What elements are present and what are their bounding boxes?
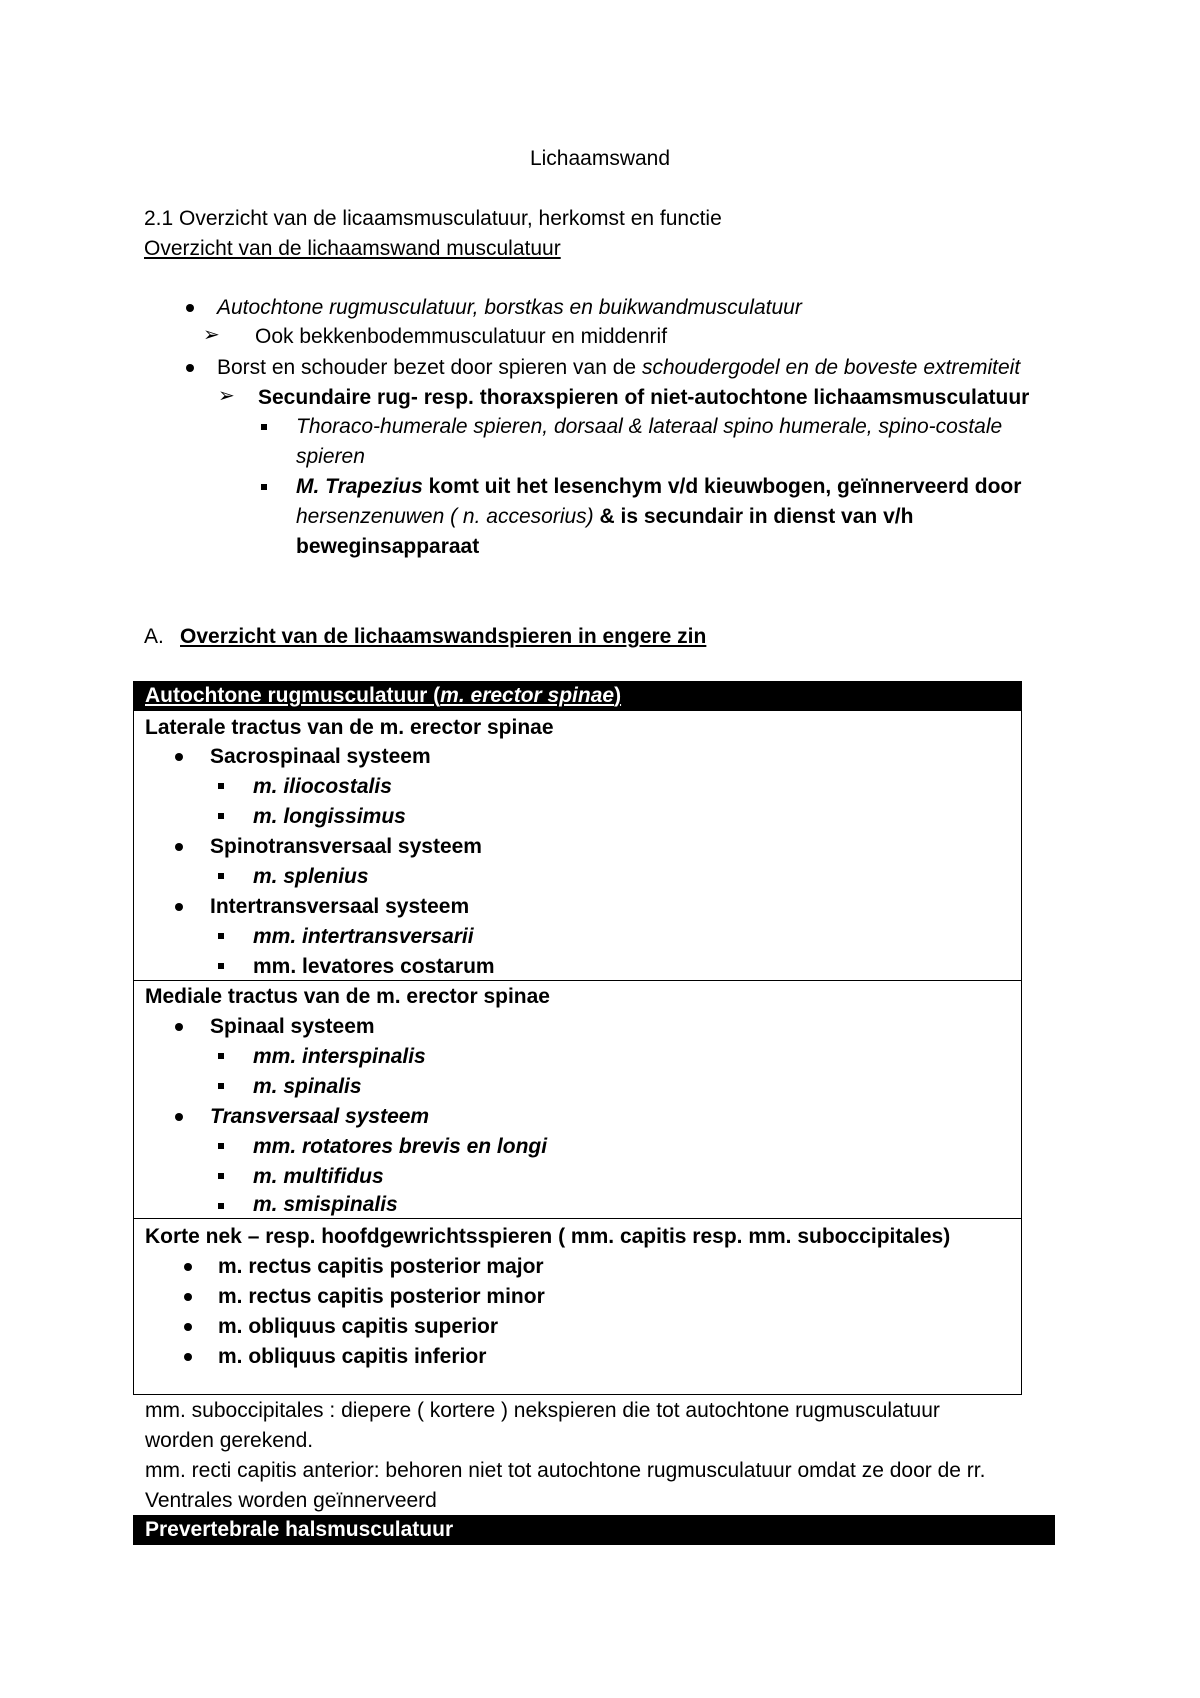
section-a-heading: Overzicht van de lichaamswandspieren in engere zin xyxy=(180,625,707,648)
overview-subitem-1: Ook bekkenbodemmusculatuur en middenrif xyxy=(255,325,668,348)
square-bullet-icon xyxy=(218,783,224,789)
medial-title: Mediale tractus van de m. erector spinae xyxy=(145,985,550,1008)
table-header-text: Autochtone rugmusculatuur ( xyxy=(145,684,441,707)
note-2-line2: Ventrales worden geïnnerveerd xyxy=(145,1489,437,1512)
subheading: Overzicht van de lichaamswand musculatuur xyxy=(144,237,561,260)
nerve-term: hersenzenuwen ( n. accesorius) xyxy=(296,505,594,528)
lateral-group-1-a: m. iliocostalis xyxy=(253,775,392,798)
overview-item-2-text: Borst en schouder bezet door spieren van de xyxy=(217,356,642,379)
table-border-left xyxy=(133,711,134,1394)
medial-group-2-a: mm. rotatores brevis en longi xyxy=(253,1135,548,1158)
overview-item-2 xyxy=(217,353,1020,383)
bullet-icon xyxy=(184,1293,192,1301)
lateral-group-2: Spinotransversaal systeem xyxy=(210,835,482,858)
lateral-title: Laterale tractus van de m. erector spinae xyxy=(145,716,554,739)
bullet-icon xyxy=(175,843,183,851)
square-bullet-icon xyxy=(218,963,224,969)
table-divider xyxy=(133,1394,1022,1395)
overview-square-1-line1: Thoraco-humerale spieren, dorsaal & lateraal spino humerale, spino-costale xyxy=(296,415,1003,438)
overview-item-2-italic: schoudergodel en de boveste extremiteit xyxy=(641,356,1021,379)
section-a-letter: A. xyxy=(144,625,164,648)
square-bullet-icon xyxy=(218,1143,224,1149)
square-bullet-icon xyxy=(218,1053,224,1059)
bullet-icon xyxy=(186,304,194,312)
overview-item-1: Autochtone rugmusculatuur, borstkas en buikwandmusculatuur xyxy=(217,296,802,319)
table-header-close: ) xyxy=(614,684,622,707)
arrow-bullet-icon: ➢ xyxy=(218,385,235,407)
lateral-group-3-b: mm. levatores costarum xyxy=(253,955,495,978)
table-border-right xyxy=(1021,711,1022,1394)
trapezius-term: M. Trapezius xyxy=(296,475,423,498)
medial-group-1-a: mm. interspinalis xyxy=(253,1045,426,1068)
table-header xyxy=(133,681,1022,711)
medial-group-2-b: m. multifidus xyxy=(253,1165,384,1188)
square-bullet-icon xyxy=(261,484,267,490)
neck-item-3: m. obliquus capitis superior xyxy=(218,1315,499,1338)
bullet-icon xyxy=(175,903,183,911)
medial-group-2: Transversaal systeem xyxy=(210,1105,430,1128)
neck-title: Korte nek – resp. hoofdgewrichtsspieren ( mm. capitis resp. mm. suboccipitales) xyxy=(145,1225,951,1248)
square-bullet-icon xyxy=(218,1173,224,1179)
note-1-line2: worden gerekend. xyxy=(145,1429,314,1452)
neck-item-2: m. rectus capitis posterior minor xyxy=(218,1285,545,1308)
section-heading: 2.1 Overzicht van de licaamsmusculatuur, herkomst en functie xyxy=(144,207,722,230)
bullet-icon xyxy=(175,1113,183,1121)
overview-subitem-2: Secundaire rug- resp. thoraxspieren of niet-autochtone lichaamsmusculatuur xyxy=(258,386,1030,409)
medial-group-1: Spinaal systeem xyxy=(210,1015,375,1038)
bullet-icon xyxy=(184,1323,192,1331)
trapezius-desc: komt uit het lesenchym v/d kieuwbogen, geïnnerveerd door xyxy=(422,475,1022,498)
arrow-bullet-icon: ➢ xyxy=(203,324,220,346)
medial-group-2-c: m. smispinalis xyxy=(253,1193,398,1216)
square-bullet-icon xyxy=(218,813,224,819)
nerve-desc: & is secundair in dienst van v/h xyxy=(593,505,914,528)
bullet-icon xyxy=(184,1263,192,1271)
lateral-group-3-a: mm. intertransversarii xyxy=(253,925,474,948)
square-bullet-icon xyxy=(218,873,224,879)
square-bullet-icon xyxy=(218,933,224,939)
medial-group-1-b: m. spinalis xyxy=(253,1075,362,1098)
bullet-icon xyxy=(175,753,183,761)
square-bullet-icon xyxy=(261,424,267,430)
bullet-icon xyxy=(186,364,194,372)
bullet-icon xyxy=(175,1023,183,1031)
note-2-line1: mm. recti capitis anterior: behoren niet tot autochtone rugmusculatuur omdat ze door de rr. xyxy=(145,1459,986,1482)
note-1-line1: mm. suboccipitales : diepere ( kortere ) nekspieren die tot autochtone rugmusculatuur xyxy=(145,1399,940,1422)
lateral-group-1-b: m. longissimus xyxy=(253,805,406,828)
square-bullet-icon xyxy=(218,1083,224,1089)
lateral-group-3: Intertransversaal systeem xyxy=(210,895,470,918)
page-title: Lichaamswand xyxy=(529,147,671,170)
overview-square-2-line1 xyxy=(296,472,1021,502)
overview-square-1-line2: spieren xyxy=(296,445,365,468)
neck-item-1: m. rectus capitis posterior major xyxy=(218,1255,544,1278)
table-header-italic: m. erector spinae xyxy=(440,684,615,707)
overview-square-2-line3: beweginsapparaat xyxy=(296,535,480,558)
neck-item-4: m. obliquus capitis inferior xyxy=(218,1345,487,1368)
lateral-group-2-a: m. splenius xyxy=(253,865,369,888)
overview-square-2-line2 xyxy=(296,502,913,532)
prevertebral-header: Prevertebrale halsmusculatuur xyxy=(133,1515,1055,1545)
bullet-icon xyxy=(184,1353,192,1361)
lateral-group-1: Sacrospinaal systeem xyxy=(210,745,431,768)
square-bullet-icon xyxy=(218,1203,224,1209)
